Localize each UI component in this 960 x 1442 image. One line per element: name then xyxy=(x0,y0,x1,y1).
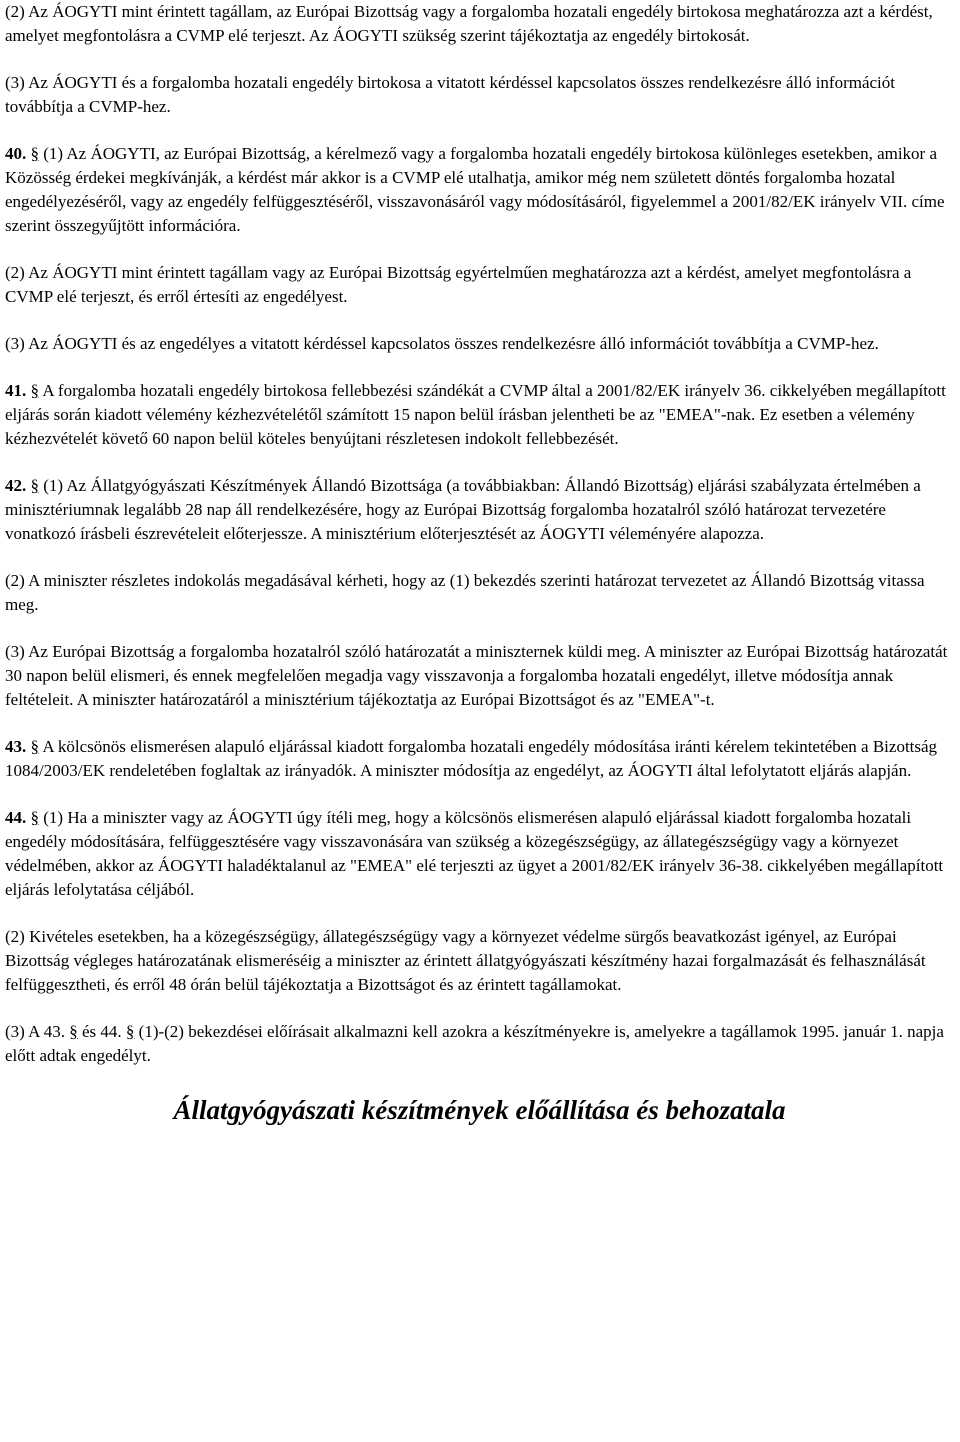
paragraph-text: (3) Az ÁOGYTI és az engedélyes a vitatott kérdéssel kapcsolatos összes rendelkezésre álló információt továbbítja a CVMP-hez. xyxy=(5,334,879,353)
paragraph-prefix: (3) A 43. xyxy=(5,1022,65,1041)
section-40-paragraph-2 xyxy=(5,261,954,309)
paragraph-text: (2) A miniszter részletes indokolás megadásával kérheti, hogy az (1) bekezdés szerinti határozat tervezetet az Állandó Bizottság vitassa meg. xyxy=(5,571,925,614)
paragraph-2 xyxy=(5,71,954,119)
section-heading: Állatgyógyászati készítmények előállítása és behozatala xyxy=(173,1095,786,1125)
section-42-paragraph-3 xyxy=(5,640,954,712)
section-number: 42. xyxy=(5,476,27,495)
paragraph-text: (2) Az ÁOGYTI mint érintett tagállam, az Európai Bizottság vagy a forgalomba hozatali engedély birtokosa meghatározza azt a kérdést, amelyet megfontolásra a CVMP elé terjeszt. Az ÁOGYTI szükség szerint tájékoztatja az engedély birtokosát. xyxy=(5,2,933,45)
section-44-paragraph-3 xyxy=(5,1020,954,1068)
paragraph-1 xyxy=(5,0,954,48)
paragraph-text: (2) Kivételes esetekben, ha a közegészségügy, állategészségügy vagy a környezet védelme sürgős beavatkozást igényel, az Európai Bizottság végleges határozatának elismeréséig a miniszter az érintett állatgyógyászati készítmény hazai forgalmazását és felhasználását felfüggesztheti, és erről 48 órán belül tájékoztatja a Bizottságot és az érintett tagállamokat. xyxy=(5,927,926,994)
section-43 xyxy=(5,735,954,783)
section-44-paragraph-1 xyxy=(5,806,954,902)
paragraph-text: (1) Az Állatgyógyászati Készítmények Állandó Bizottsága (a továbbiakban: Állandó Bizottság) eljárási szabályzata értelmében a minisztériumnak legalább 28 nap áll rendelkezésére, hogy az Európai Bizottság forgalomba hozatalról szóló határozat tervezetére vonatkozó írásbeli észrevételeit előterjessze. A minisztérium előterjesztését az ÁOGYTI véleményére alapozza. xyxy=(5,476,921,543)
paragraph-text: (1) Az ÁOGYTI, az Európai Bizottság, a kérelmező vagy a forgalomba hozatali engedély birtokosa különleges esetekben, amikor a Közösség érdekei megkívánják, a kérdést már akkor is a CVMP elé utalhatja, amikor még nem született döntés forgalomba hozatal engedélyezéséről, vagy az engedély felfüggesztéséről, visszavonásáról vagy módosításáról, figyelemmel a 2001/82/EK irányelv VII. címe szerint összegyűjtött információra. xyxy=(5,144,945,235)
section-42-paragraph-1 xyxy=(5,474,954,546)
paragraph-middle: és 44. xyxy=(81,1022,122,1041)
section-mark-link[interactable]: § xyxy=(30,476,39,495)
section-mark-link[interactable]: § xyxy=(125,1022,135,1041)
section-number: 41. xyxy=(5,381,27,400)
section-number: 44. xyxy=(5,808,27,827)
section-42-paragraph-2 xyxy=(5,569,954,617)
section-number: 43. xyxy=(5,737,27,756)
section-mark-link[interactable]: § xyxy=(30,808,39,827)
section-41 xyxy=(5,379,954,451)
section-mark-link[interactable]: § xyxy=(69,1022,78,1041)
section-mark-link[interactable]: § xyxy=(30,144,39,163)
paragraph-text: A forgalomba hozatali engedély birtokosa fellebbezési szándékát a CVMP által a 2001/82/EK irányelv 36. cikkelyében megállapított eljárás során kiadott vélemény kézhezvételétől számított 15 napon belül írásban jelentheti be az "EMEA"-nak. Ez esetben a vélemény kézhezvételét követő 60 napon belül köteles benyújtani részletesen indokolt fellebbezését. xyxy=(5,381,946,448)
section-mark-link[interactable]: § xyxy=(30,737,39,756)
section-mark-link[interactable]: § xyxy=(30,381,39,400)
paragraph-suffix: (1)-(2) bekezdései előírásait alkalmazni kell azokra a készítményekre is, amelyekre a tagállamok 1995. január 1. napja előtt adtak engedélyt. xyxy=(5,1022,944,1065)
section-44-paragraph-2 xyxy=(5,925,954,997)
paragraph-text: A kölcsönös elismerésen alapuló eljárással kiadott forgalomba hozatali engedély módosítása iránti kérelem tekintetében a Bizottság 1084/2003/EK rendeletében foglaltak az irányadók. A miniszter módosítja az engedélyt, az ÁOGYTI által lefolytatott eljárás alapján. xyxy=(5,737,938,780)
section-40-paragraph-1 xyxy=(5,142,954,238)
paragraph-text: (2) Az ÁOGYTI mint érintett tagállam vagy az Európai Bizottság egyértelműen meghatározza azt a kérdést, amelyet megfontolásra a CVMP elé terjeszt, és erről értesíti az engedélyest. xyxy=(5,263,912,306)
section-40-paragraph-3 xyxy=(5,332,954,356)
paragraph-text: (3) Az Európai Bizottság a forgalomba hozatalról szóló határozatát a miniszternek küldi meg. A miniszter az Európai Bizottság határozatát 30 napon belül elismeri, és ennek megfelelően megadja vagy visszavonja a forgalomba hozatali engedélyt, illetve módosítja annak feltételeit. A miniszter határozatáról a minisztérium tájékoztatja az Európai Bizottságot és az "EMEA"-t. xyxy=(5,642,948,709)
paragraph-text: (3) Az ÁOGYTI és a forgalomba hozatali engedély birtokosa a vitatott kérdéssel kapcsolatos összes rendelkezésre álló információt továbbítja a CVMP-hez. xyxy=(5,73,895,116)
paragraph-text: (1) Ha a miniszter vagy az ÁOGYTI úgy ítéli meg, hogy a kölcsönös elismerésen alapuló eljárással kiadott forgalomba hozatali engedély módosítására, felfüggesztésére vagy visszavonására van szükség a közegészségügy, az állategészségügy vagy a környezet védelmében, akkor az ÁOGYTI haladéktalanul az "EMEA" elé terjeszti az ügyet a 2001/82/EK irányelv 36-38. cikkelyében megállapított eljárás lefolytatása céljából. xyxy=(5,808,944,899)
section-number: 40. xyxy=(5,144,27,163)
